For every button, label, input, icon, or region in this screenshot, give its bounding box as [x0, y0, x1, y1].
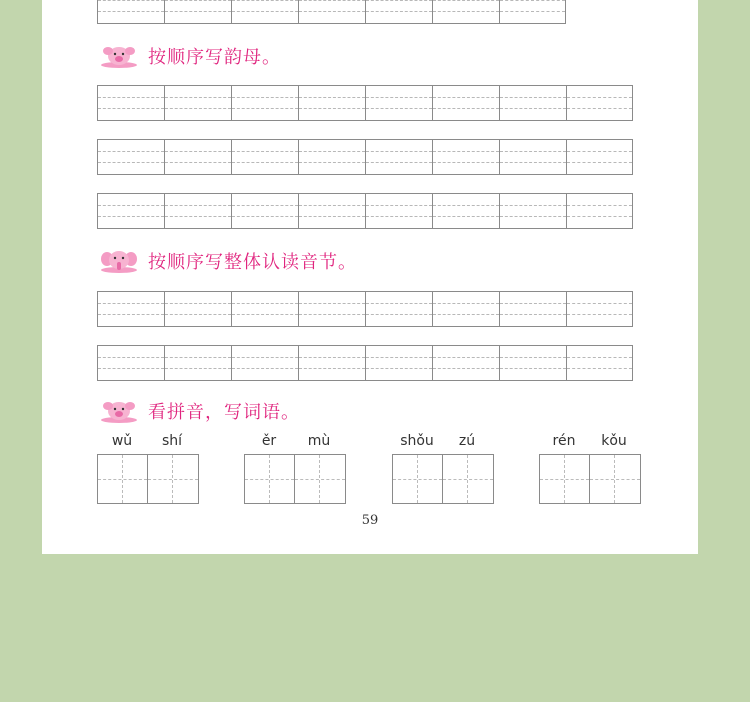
- grid-cell: [97, 193, 164, 229]
- grid-cell: [432, 291, 499, 327]
- tian-grid-box: [590, 454, 641, 504]
- grid-cell: [365, 85, 432, 121]
- pig-icon: [100, 43, 138, 69]
- elephant-icon: [100, 248, 138, 274]
- tian-grid-box: [443, 454, 494, 504]
- grid-cell: [499, 345, 566, 381]
- writing-grid-row: [97, 139, 633, 175]
- grid-cell: [365, 291, 432, 327]
- grid-cell: [499, 85, 566, 121]
- grid-cell: [432, 0, 499, 24]
- grid-cell: [164, 85, 231, 121]
- grid-cell: [365, 139, 432, 175]
- word-group: [392, 430, 494, 504]
- writing-grid-row: [97, 291, 633, 327]
- section-heading-whole-syllables: [100, 247, 357, 275]
- tian-grid-box: [97, 454, 148, 504]
- section-heading-text: 按顺序写整体认读音节。: [148, 252, 357, 273]
- grid-cell: [298, 193, 365, 229]
- word-group: [539, 430, 641, 504]
- grid-cell: [298, 0, 365, 24]
- writing-grid-row: [97, 193, 633, 229]
- grid-cell: [499, 0, 566, 24]
- grid-cell: [432, 345, 499, 381]
- section-heading-text: 看拼音，写词语。: [148, 402, 300, 423]
- grid-cell: [298, 85, 365, 121]
- grid-cell: [164, 291, 231, 327]
- grid-cell: [97, 291, 164, 327]
- grid-cell: [231, 193, 298, 229]
- grid-cell: [231, 0, 298, 24]
- grid-cell: [365, 345, 432, 381]
- grid-cell: [298, 139, 365, 175]
- grid-cell: [566, 291, 633, 327]
- grid-cell: [365, 0, 432, 24]
- pinyin-label: shí: [161, 433, 183, 449]
- writing-grid-row: [97, 85, 633, 121]
- grid-cell: [97, 85, 164, 121]
- tian-grid-box: [295, 454, 346, 504]
- grid-cell: [365, 193, 432, 229]
- grid-cell: [499, 291, 566, 327]
- tian-grid-box: [244, 454, 295, 504]
- pinyin-label: zú: [458, 433, 476, 449]
- word-group: [97, 430, 199, 504]
- section-heading-text: 按顺序写韵母。: [148, 47, 281, 68]
- page-number: 59: [361, 513, 379, 528]
- grid-cell: [499, 139, 566, 175]
- grid-cell: [231, 85, 298, 121]
- grid-cell: [231, 139, 298, 175]
- grid-cell: [432, 85, 499, 121]
- pinyin-label: wǔ: [111, 433, 133, 449]
- pig-icon: [100, 398, 138, 424]
- grid-cell: [231, 291, 298, 327]
- pinyin-label: shǒu: [400, 433, 434, 449]
- pinyin-label: rén: [552, 433, 576, 449]
- grid-cell: [432, 139, 499, 175]
- pinyin-label: mù: [307, 433, 331, 449]
- tian-grid-box: [392, 454, 443, 504]
- tian-grid-box: [148, 454, 199, 504]
- tian-grid-box: [539, 454, 590, 504]
- pinyin-label: ěr: [261, 433, 277, 449]
- grid-cell: [566, 345, 633, 381]
- grid-cell: [164, 193, 231, 229]
- grid-cell: [298, 291, 365, 327]
- word-group: [244, 430, 346, 504]
- section-heading-pinyin-words: [100, 397, 300, 425]
- grid-cell: [298, 345, 365, 381]
- grid-cell: [566, 85, 633, 121]
- pinyin-label: kǒu: [601, 433, 627, 449]
- grid-cell: [432, 193, 499, 229]
- grid-cell: [164, 345, 231, 381]
- grid-cell: [566, 139, 633, 175]
- grid-cell: [566, 193, 633, 229]
- grid-cell: [97, 139, 164, 175]
- grid-cell: [231, 345, 298, 381]
- grid-cell: [97, 0, 164, 24]
- grid-cell: [164, 0, 231, 24]
- worksheet-page: [42, 0, 698, 554]
- grid-cell: [164, 139, 231, 175]
- section-heading-finals: [100, 42, 281, 70]
- grid-cell: [97, 345, 164, 381]
- writing-grid-row: [97, 345, 633, 381]
- writing-grid-row-top-partial: [97, 0, 566, 24]
- grid-cell: [499, 193, 566, 229]
